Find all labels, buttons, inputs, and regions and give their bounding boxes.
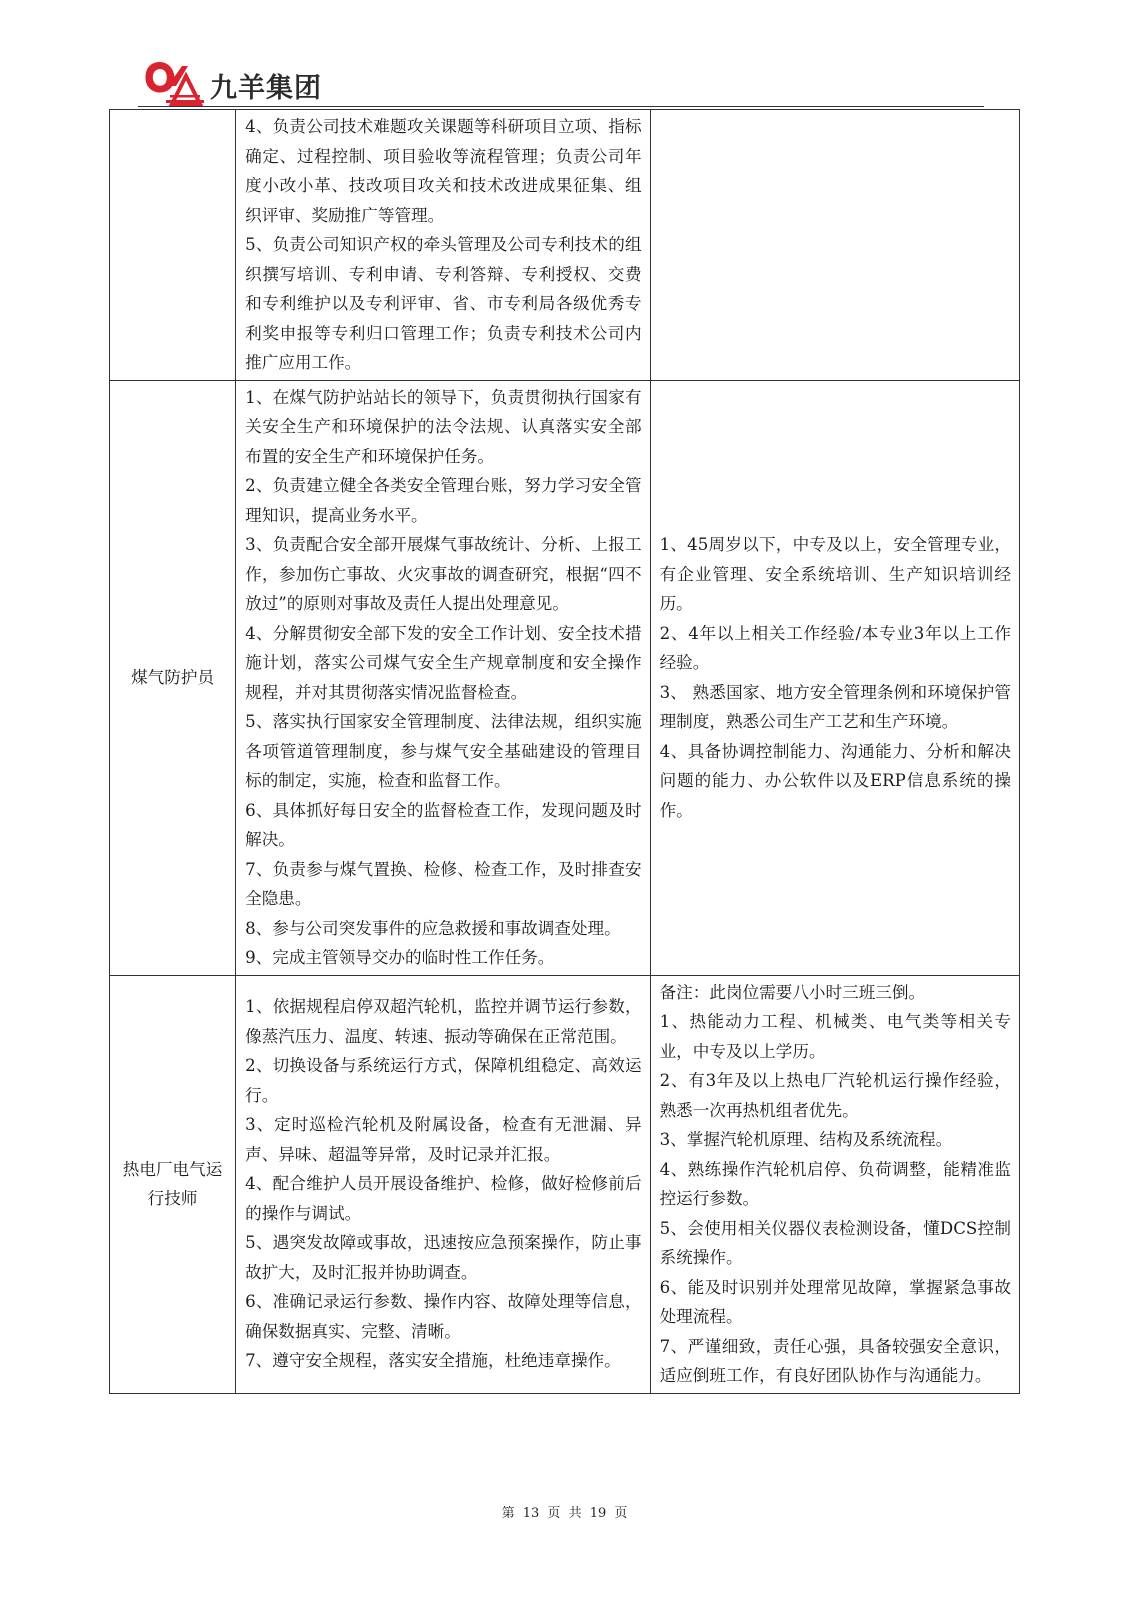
job-table: [109, 109, 1020, 1394]
page-number: 第 13 页 共 19 页: [501, 1506, 628, 1521]
job-title-cell: [110, 110, 236, 381]
company-logo-text: 九羊集团: [210, 73, 322, 104]
duty-item: 8、参与公司突发事件的应急救援和事故调查处理。: [245, 918, 621, 938]
duty-item: 6、具体抓好每日安全的监督检查工作，发现问题及时解决。: [245, 800, 642, 849]
duty-item: 3、定时巡检汽轮机及附属设备，检查有无泄漏、异声、异味、超温等异常，及时记录并汇报。: [245, 1115, 642, 1164]
duties-cell: [236, 975, 650, 1393]
duty-item: 3、负责配合安全部开展煤气事故统计、分析、上报工作，参加伤亡事故、火灾事故的调查研究，根据“四不放过”的原则对事故及责任人提出处理意见。: [245, 535, 642, 613]
header-divider: [138, 106, 984, 107]
table-row: [110, 975, 1020, 1393]
duty-item: 7、遵守安全规程，落实安全措施，杜绝违章操作。: [245, 1351, 621, 1371]
requirement-item: 1、45周岁以下，中专及以上，安全管理专业，有企业管理、安全系统培训、生产知识培训经历。: [659, 535, 1011, 613]
duty-item: 4、分解贯彻安全部下发的安全工作计划、安全技术措施计划，落实公司煤气安全生产规章制度和安全操作规程，并对其贯彻落实情况监督检查。: [245, 623, 642, 702]
duty-item: 5、遇突发故障或事故，迅速按应急预案操作，防止事故扩大，及时汇报并协助调查。: [245, 1233, 642, 1282]
requirement-item: 4、具备协调控制能力、沟通能力、分析和解决问题的能力、办公软件以及ERP信息系统的操作。: [659, 741, 1011, 820]
duty-item: 7、负责参与煤气置换、检修、检查工作，及时排查安全隐患。: [245, 859, 642, 908]
requirements-cell: [650, 975, 1019, 1393]
duty-item: 5、负责公司知识产权的牵头管理及公司专利技术的组织撰写培训、专利申请、专利答辩、专利授权、交费和专利维护以及专利评审、省、市专利局各级优秀专利奖申报等专利归口管理工作；负责专利技术公司内推广应用工作。: [245, 235, 642, 372]
requirements-cell: [650, 110, 1019, 381]
requirement-item: 7、严谨细致，责任心强，具备较强安全意识，适应倒班工作，有良好团队协作与沟通能力。: [659, 1336, 1011, 1385]
duty-item: 1、在煤气防护站站长的领导下，负责贯彻执行国家有关安全生产和环境保护的法令法规、认真落实安全部布置的安全生产和环境保护任务。: [245, 387, 642, 466]
requirement-item: 3、 熟悉国家、地方安全管理条例和环境保护管理制度，熟悉公司生产工艺和生产环境。: [659, 682, 1011, 731]
duties-cell: [236, 380, 650, 975]
requirement-item: 3、掌握汽轮机原理、结构及系统流程。: [659, 1130, 953, 1149]
requirement-item: 2、有3年及以上热电厂汽轮机运行操作经验，熟悉一次再热机组者优先。: [659, 1071, 1011, 1120]
requirement-item: 2、4年以上相关工作经验/本专业3年以上工作经验。: [659, 623, 1011, 672]
requirement-note: 备注：此岗位需要八小时三班三倒。: [659, 982, 926, 1002]
table-row: [110, 110, 1020, 381]
requirement-item: 1、热能动力工程、机械类、电气类等相关专业，中专及以上学历。: [659, 1012, 1011, 1061]
page-header: [138, 52, 978, 108]
job-title-cell: 煤气防护员: [110, 380, 236, 975]
duty-item: 6、准确记录运行参数、操作内容、故障处理等信息，确保数据真实、完整、清晰。: [245, 1292, 642, 1341]
table-row: [110, 380, 1020, 975]
duty-item: 4、配合维护人员开展设备维护、检修，做好检修前后的操作与调试。: [245, 1174, 642, 1223]
duty-item: 1、依据规程启停双超汽轮机，监控并调节运行参数，像蒸汽压力、温度、转速、振动等确保在正常范围。: [245, 997, 642, 1046]
duties-cell: [236, 110, 650, 381]
requirements-cell: [650, 380, 1019, 975]
requirement-item: 6、能及时识别并处理常见故障，掌握紧急事故处理流程。: [659, 1277, 1011, 1326]
requirement-item: 4、熟练操作汽轮机启停、负荷调整，能精准监控运行参数。: [659, 1159, 1011, 1208]
requirement-item: 5、会使用相关仪器仪表检测设备，懂DCS控制系统操作。: [659, 1218, 1011, 1267]
duty-item: 5、落实执行国家安全管理制度、法律法规，组织实施各项管道管理制度，参与煤气安全基础建设的管理目标的制定，实施，检查和监督工作。: [245, 712, 642, 790]
duty-item: 4、负责公司技术难题攻关课题等科研项目立项、指标确定、过程控制、项目验收等流程管理；负责公司年度小改小革、技改项目攻关和技术改进成果征集、组织评审、奖励推广等管理。: [245, 117, 642, 225]
job-title-cell: 热电厂电气运行技师: [110, 975, 236, 1393]
duty-item: 2、负责建立健全各类安全管理台账，努力学习安全管理知识，提高业务水平。: [245, 476, 642, 525]
company-logo-icon: [142, 56, 206, 108]
duty-item: 9、完成主管领导交办的临时性工作任务。: [245, 948, 555, 967]
duty-item: 2、切换设备与系统运行方式，保障机组稳定、高效运行。: [245, 1056, 642, 1105]
